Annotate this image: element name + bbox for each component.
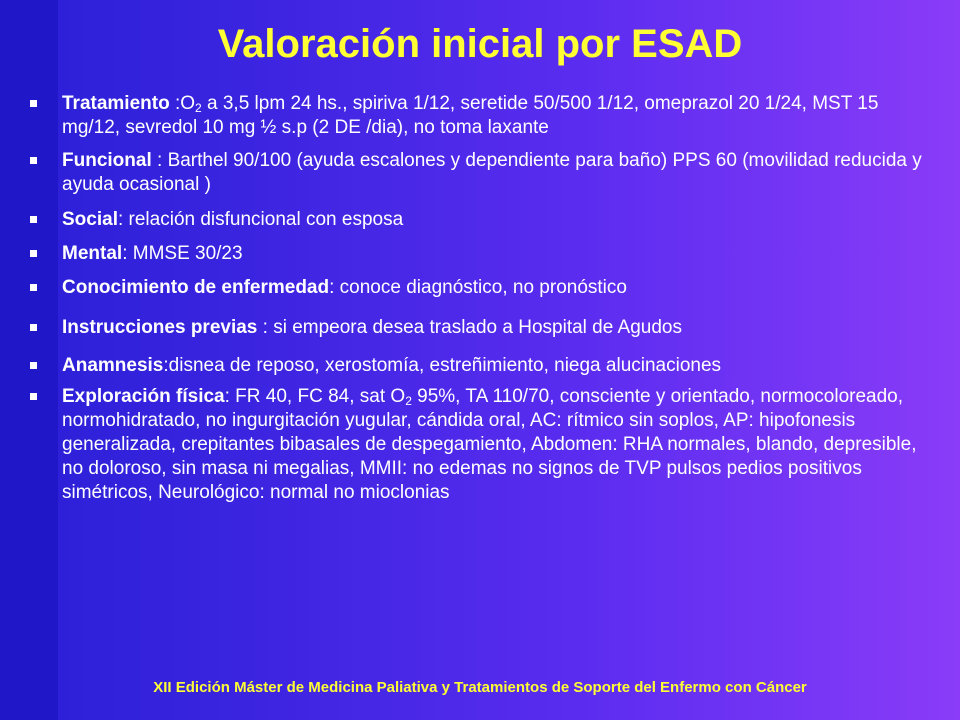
bullet-text: : Barthel 90/100 (ayuda escalones y dependiente para baño) PPS 60 (movilidad reducida y ayuda ocasional ): [62, 150, 922, 195]
bullet-text: a 3,5 lpm 24 hs., spiriva 1/12, seretide 50/500 1/12, omeprazol 20 1/24, MST 15 mg/12, sevredol 10 mg ½ s.p (2 DE /dia), no toma laxante: [62, 93, 879, 138]
bullet-funcional: [28, 149, 938, 197]
bullet-text: :disnea de reposo, xerostomía, estreñimiento, niega alucinaciones: [163, 355, 722, 376]
subscript: 2: [405, 394, 412, 408]
bullet-marker-icon: [30, 393, 37, 400]
bullet-conocimiento: [28, 276, 938, 300]
bullet-marker-icon: [30, 157, 37, 164]
bullet-marker-icon: [30, 100, 37, 107]
bullet-label: Conocimiento de enfermedad: [62, 277, 330, 298]
bullet-marker-icon: [30, 284, 37, 291]
bullet-text: : conoce diagnóstico, no pronóstico: [329, 277, 627, 298]
bullet-marker-icon: [30, 216, 37, 223]
bullet-exploracion: [28, 385, 938, 505]
bullet-marker-icon: [30, 250, 37, 257]
bullet-text: 95%, TA 110/70, consciente y orientado, normocoloreado, normohidratado, no ingurgitación yugular, cándida oral, AC: rítmico sin soplos, AP: hipofonesis generalizada, crepitantes bibasales de despegamiento, Abdomen: RHA normales, blando, depresible, no doloroso, sin masa ni megalias, MMII: no edemas no signos de TVP pulsos pedios positivos simétricos, Neurológico: normal no mioclonias: [62, 386, 917, 503]
bullet-text: :O: [169, 93, 196, 114]
slide-title: Valoración inicial por ESAD: [217, 22, 743, 66]
bullet-label: Anamnesis: [62, 355, 164, 376]
subscript: 2: [195, 101, 202, 115]
bullet-text: : si empeora desea traslado a Hospital de Agudos: [257, 317, 682, 338]
bullet-text: : MMSE 30/23: [122, 243, 243, 264]
bullet-label: Tratamiento: [62, 93, 170, 114]
bullet-label: Mental: [62, 243, 123, 264]
bullet-label: Funcional: [62, 150, 152, 171]
bullet-label: Social: [62, 209, 118, 230]
bullet-text: : relación disfuncional con esposa: [117, 209, 404, 230]
bullet-anamnesis: [28, 354, 938, 378]
bullet-text: : FR 40, FC 84, sat O: [224, 386, 406, 407]
bullet-marker-icon: [30, 362, 37, 369]
bullet-label: Exploración física: [62, 386, 225, 407]
bullet-social: [28, 208, 938, 232]
bullet-instrucciones: [28, 316, 938, 340]
footer-caption: XII Edición Máster de Medicina Paliativa y Tratamientos de Soporte del Enfermo con Cáncer: [153, 679, 807, 696]
bullet-label: Instrucciones previas: [62, 317, 258, 338]
bullet-mental: [28, 242, 938, 266]
bullet-list: [28, 92, 938, 505]
bullet-tratamiento: [28, 92, 938, 140]
bullet-marker-icon: [30, 324, 37, 331]
